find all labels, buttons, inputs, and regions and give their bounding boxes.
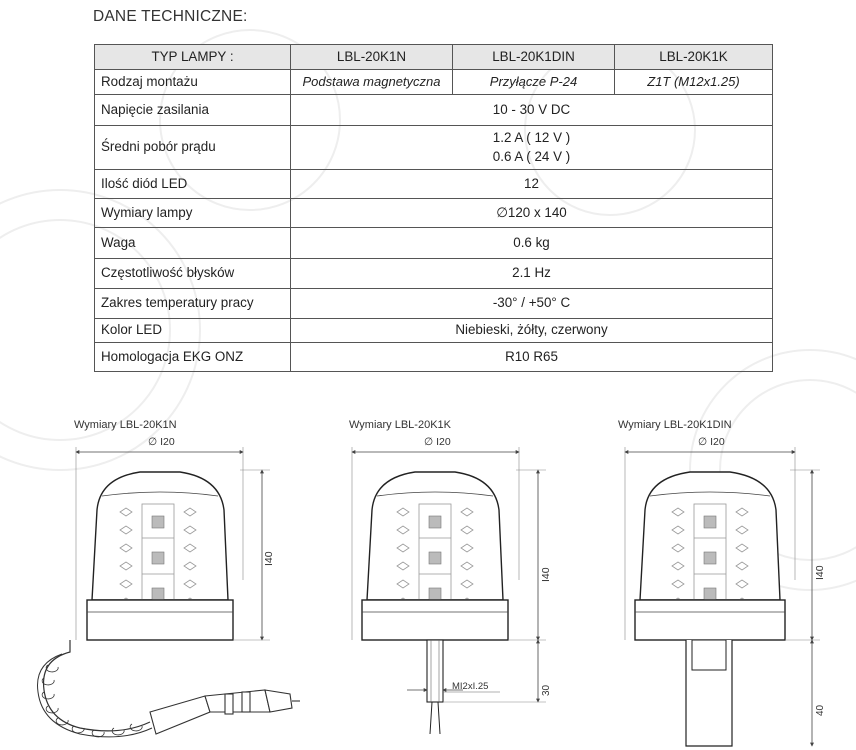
table-header-row [95,45,773,70]
row-value: 0.6 kg [291,228,773,259]
drawing-k1n [38,419,301,737]
row-label: Waga [95,228,291,259]
row-value: 12 [291,170,773,199]
diameter-label: ∅ I20 [698,436,725,448]
row-label: Kolor LED [95,319,291,343]
drawing-k1k [349,419,552,734]
spec-table [94,44,773,372]
table-row [95,126,773,170]
drawing-k1din [618,419,826,746]
header-col-k1din: LBL-20K1DIN [453,45,615,70]
table-row [95,95,773,126]
diameter-label: ∅ I20 [148,436,175,448]
mount-k1din: Przyłącze P-24 [453,70,615,95]
stem-length-label: 30 [541,684,552,696]
stem-length-label: 40 [815,704,826,716]
table-row [95,170,773,199]
drawing-title: Wymiary LBL-20K1N [74,419,177,431]
diameter-label: ∅ I20 [424,436,451,448]
row-label: Zakres temperatury pracy [95,289,291,319]
table-row [95,228,773,259]
dimension-drawings [0,400,856,750]
row-label: Częstotliwość błysków [95,259,291,289]
row-value: R10 R65 [291,343,773,372]
mount-k1k: Z1T (M12x1.25) [615,70,773,95]
row-value: 10 - 30 V DC [291,95,773,126]
row-label: Średni pobór prądu [95,126,291,170]
height-label: I40 [540,567,552,582]
row-value: Niebieski, żółty, czerwony [291,319,773,343]
table-row [95,259,773,289]
header-type-label: TYP LAMPY : [95,45,291,70]
header-col-k1k: LBL-20K1K [615,45,773,70]
row-value: 2.1 Hz [291,259,773,289]
table-row [95,70,773,95]
row-value: -30° / +50° C [291,289,773,319]
drawing-title: Wymiary LBL-20K1K [349,419,451,431]
height-label: I40 [263,551,275,566]
section-heading: DANE TECHNICZNE: [93,8,248,25]
mount-k1n: Podstawa magnetyczna [291,70,453,95]
table-row [95,343,773,372]
value-line-2: 0.6 A ( 24 V ) [492,148,571,164]
row-label: Wymiary lampy [95,199,291,228]
row-value [291,126,773,170]
row-value: ∅120 x 140 [291,199,773,228]
row-label: Homologacja EKG ONZ [95,343,291,372]
table-row [95,199,773,228]
row-label: Napięcie zasilania [95,95,291,126]
header-col-k1n: LBL-20K1N [291,45,453,70]
thread-label: MI2xI.25 [452,681,489,692]
height-label: I40 [814,565,826,580]
row-label: Ilość diód LED [95,170,291,199]
value-line-1: 1.2 A ( 12 V ) [492,130,571,146]
row-label: Rodzaj montażu [95,70,291,95]
table-row [95,289,773,319]
drawing-title: Wymiary LBL-20K1DIN [618,419,732,431]
table-row [95,319,773,343]
